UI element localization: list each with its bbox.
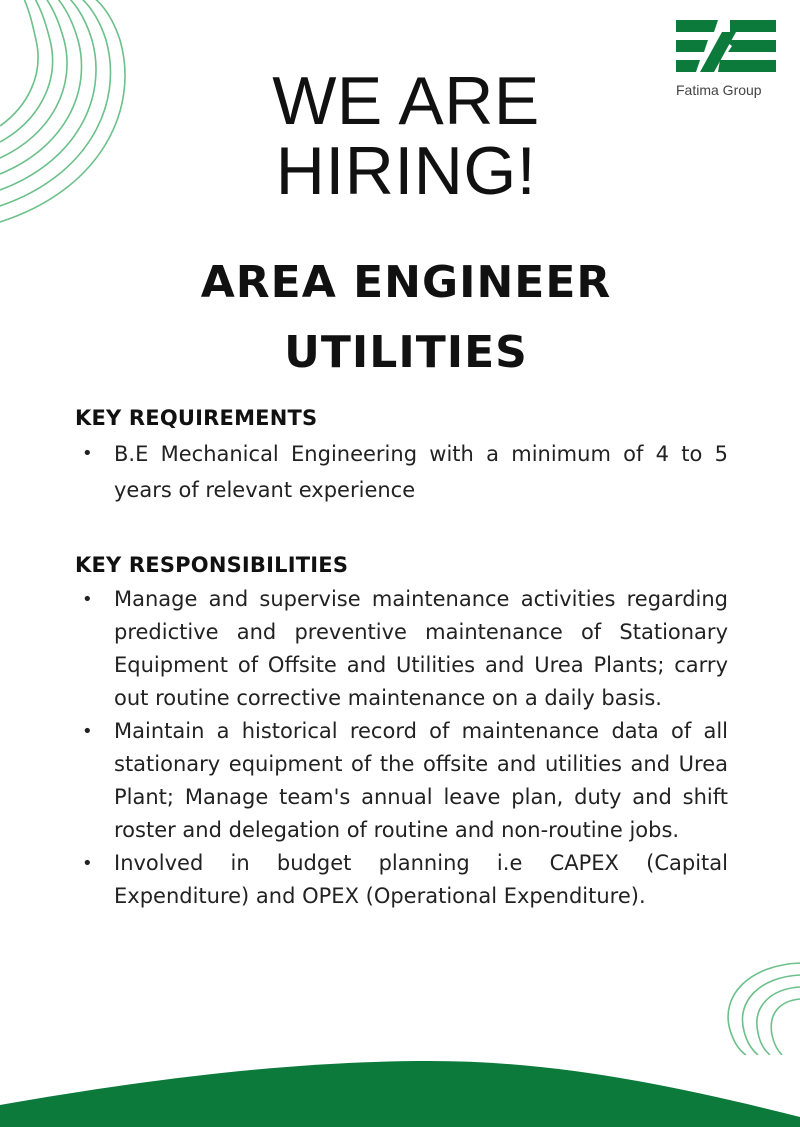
responsibility-text: Maintain a historical record of maintenance data of all stationary equipment of the offsite and utilities and Urea Plant; Manage team's annual leave plan, duty and shift roster and delegation of routine and non-routine jobs. <box>114 719 728 842</box>
list-item <box>76 715 728 847</box>
requirements-heading: KEY REQUIREMENTS <box>75 406 318 430</box>
responsibilities-list <box>76 583 728 913</box>
job-title <box>0 248 800 388</box>
bullet-icon: • <box>82 589 93 610</box>
job-title-line-2: UTILITIES <box>284 327 528 378</box>
responsibility-text: Involved in budget planning i.e CAPEX (Capital Expenditure) and OPEX (Operational Expenditure). <box>114 851 728 908</box>
decorative-arcs-bottom-right <box>720 955 800 1055</box>
logo-caption: Fatima Group <box>676 82 762 98</box>
bullet-icon: • <box>82 853 93 874</box>
job-title-line-1: AREA ENGINEER <box>200 257 612 308</box>
list-item <box>76 436 728 508</box>
green-wave-footer <box>0 1057 800 1127</box>
hiring-headline <box>0 63 800 209</box>
list-item <box>76 847 728 913</box>
responsibility-text: Manage and supervise maintenance activities regarding predictive and preventive maintenance of Stationary Equipment of Offsite and Utilities and Urea Plants; carry out routine corrective maintenance on a daily basis. <box>114 587 728 710</box>
responsibilities-heading: KEY RESPONSIBILITIES <box>75 553 349 577</box>
headline-line-2: HIRING! <box>275 133 537 209</box>
requirement-text: B.E Mechanical Engineering with a minimum of 4 to 5 years of relevant experience <box>114 442 728 502</box>
headline-line-1: WE ARE <box>272 63 540 139</box>
requirements-list <box>76 436 728 508</box>
list-item <box>76 583 728 715</box>
bullet-icon: • <box>82 721 93 742</box>
bullet-icon: • <box>82 443 93 464</box>
